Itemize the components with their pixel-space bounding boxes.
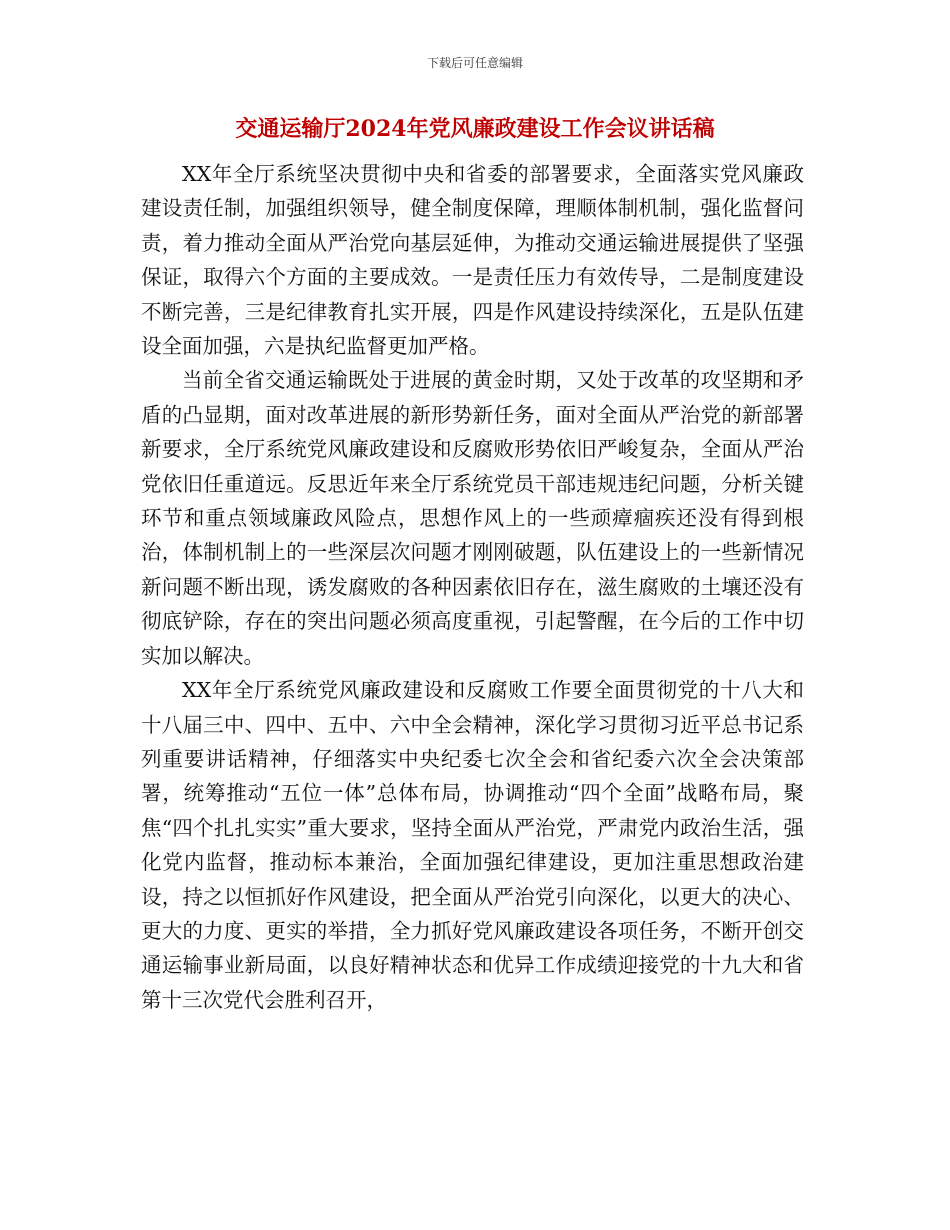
- header-note: 下载后可任意编辑: [426, 56, 523, 70]
- paragraph-3: XX年全厅系统党风廉政建设和反腐败工作要全面贯彻党的十八大和十八届三中、四中、五中、六中全会精神，深化学习贯彻习近平总书记系列重要讲话精神，仔细落实中央纪委七次全会和省纪委六次全会决策部署，统筹推动“五位一体”总体布局，协调推动“四个全面”战略布局，聚焦“四个扎扎实实”重大要求，坚持全面从严治党，严肃党内政治生活，强化党内监督，推动标本兼治，全面加强纪律建设，更加注重思想政治建设，持之以恒抓好作风建设，把全面从严治党引向深化，以更大的决心、更大的力度、更实的举措，全力抓好党风廉政建设各项任务，不断开创交通运输事业新局面，以良好精神状态和优异工作成绩迎接党的十九大和省第十三次党代会胜利召开，: [141, 678, 804, 1012]
- paragraph-1: XX年全厅系统坚决贯彻中央和省委的部署要求，全面落实党风廉政建设责任制，加强组织领导，健全制度保障，理顺体制机制，强化监督问责，着力推动全面从严治党向基层延伸，为推动交通运输进展提供了坚强保证，取得六个方面的主要成效。一是责任压力有效传导，二是制度建设不断完善，三是纪律教育扎实开展，四是作风建设持续深化，五是队伍建设全面加强，六是执纪监督更加严格。: [141, 162, 804, 359]
- paragraph-2: 当前全省交通运输既处于进展的黄金时期，又处于改革的攻坚期和矛盾的凸显期，面对改革进展的新形势新任务，面对全面从严治党的新部署新要求，全厅系统党风廉政建设和反腐败形势依旧严峻复杂，全面从严治党依旧任重道远。反思近年来全厅系统党员干部违规违纪问题，分析关键环节和重点领域廉政风险点，思想作风上的一些顽瘴痼疾还没有得到根治，体制机制上的一些深层次问题才刚刚破题，队伍建设上的一些新情况新问题不断出现，诱发腐败的各种因素依旧存在，滋生腐败的土壤还没有彻底铲除，存在的突出问题必须高度重视，引起警醒，在今后的工作中切实加以解决。: [141, 368, 804, 668]
- document-title: 交通运输厅2024年党风廉政建设工作会议讲话稿: [235, 116, 715, 142]
- document-body: [141, 157, 804, 1017]
